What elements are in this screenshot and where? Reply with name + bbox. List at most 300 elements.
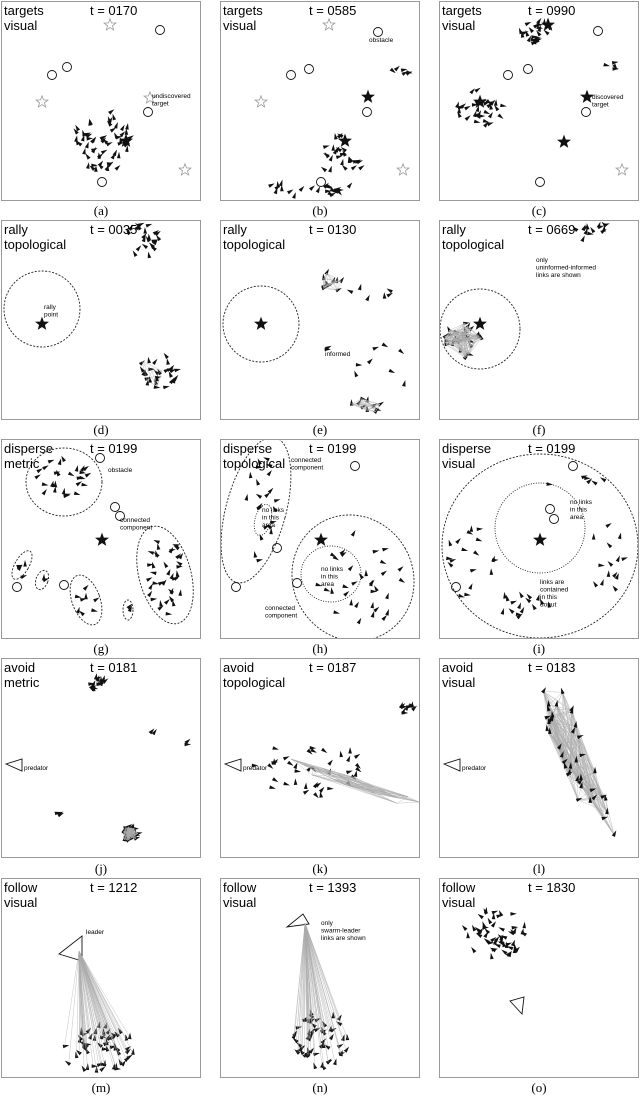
obstacle-circle-icon — [156, 26, 165, 35]
panel-a — [1, 1, 201, 201]
boundary-ring — [4, 271, 80, 347]
agent-arrow-icon — [478, 914, 484, 919]
agent-arrow-icon — [79, 611, 85, 617]
predator-triangle-icon — [225, 759, 241, 771]
agent-arrow-icon — [370, 602, 374, 609]
annotation-text: rally point — [44, 304, 58, 319]
obstacle-circle-icon — [293, 579, 302, 588]
panel-time-label: t = 1830 — [528, 880, 575, 895]
annotation-text: undiscovered target — [152, 93, 191, 108]
agent-arrow-icon — [276, 181, 280, 188]
agent-arrow-icon — [61, 456, 66, 463]
agent-arrow-icon — [148, 551, 155, 555]
agent-arrow-icon — [618, 533, 622, 540]
agent-arrow-icon — [84, 593, 88, 600]
link-line — [79, 951, 106, 1027]
agent-arrow-icon — [490, 568, 494, 575]
annotation-text: discovered target — [592, 94, 624, 109]
agent-arrow-icon — [82, 148, 86, 155]
agent-arrow-icon — [157, 543, 161, 550]
agent-arrow-icon — [469, 88, 475, 94]
panel-b — [220, 1, 420, 201]
target-star-icon — [255, 318, 267, 329]
agent-arrow-icon — [294, 778, 298, 785]
agent-arrow-icon — [151, 598, 158, 602]
panel-mode-label: disperse topological — [223, 441, 285, 471]
agent-arrow-icon — [494, 105, 499, 111]
agent-arrow-icon — [543, 18, 547, 25]
agent-arrow-icon — [20, 575, 27, 579]
panel-time-label: t = 0199 — [309, 441, 356, 456]
agent-arrow-icon — [328, 166, 332, 173]
panel-mode-label: disperse metric — [4, 441, 53, 471]
panel-caption: (m) — [1, 1080, 201, 1096]
agent-arrow-icon — [148, 252, 152, 259]
agent-arrow-icon — [164, 562, 169, 569]
agent-arrow-icon — [607, 542, 613, 548]
agent-arrow-icon — [95, 1066, 99, 1073]
agent-arrow-icon — [272, 777, 279, 782]
annotation-text: no links in this area — [570, 499, 593, 521]
obstacle-circle-icon — [363, 108, 372, 117]
agent-arrow-icon — [591, 480, 597, 485]
obstacle-circle-icon — [13, 583, 22, 592]
panel-mode-label: avoid metric — [4, 660, 39, 690]
target-star-icon — [96, 534, 108, 545]
agent-arrow-icon — [580, 235, 584, 242]
agent-arrow-icon — [349, 599, 353, 606]
agent-arrow-icon — [527, 36, 531, 43]
agent-arrow-icon — [274, 499, 281, 503]
agent-arrow-icon — [365, 295, 370, 302]
agent-arrow-icon — [373, 550, 380, 554]
target-star-icon — [397, 164, 409, 175]
agent-arrow-icon — [172, 600, 176, 607]
agent-arrow-icon — [166, 358, 170, 365]
annotation-text: connected component — [265, 605, 297, 620]
agent-arrow-icon — [279, 180, 283, 187]
agent-arrow-icon — [394, 66, 400, 72]
panel-caption: (g) — [1, 641, 201, 657]
agent-arrow-icon — [468, 583, 472, 590]
obstacle-circle-icon — [305, 65, 314, 74]
agent-arrow-icon — [512, 926, 519, 930]
agent-arrow-icon — [385, 593, 389, 600]
agent-arrow-icon — [519, 592, 524, 599]
agent-arrow-icon — [359, 573, 364, 579]
agent-arrow-icon — [346, 771, 353, 775]
agent-arrow-icon — [358, 284, 362, 291]
agent-arrow-icon — [608, 561, 614, 567]
obstacle-circle-icon — [504, 71, 513, 80]
agent-arrow-icon — [351, 581, 358, 586]
panel-time-label: t = 1212 — [90, 880, 137, 895]
agent-arrow-icon — [491, 556, 495, 563]
link-line — [549, 705, 603, 797]
link-line — [397, 802, 419, 803]
agent-arrow-icon — [269, 785, 276, 789]
agent-arrow-icon — [333, 610, 340, 614]
target-star-icon — [362, 91, 374, 102]
agent-arrow-icon — [517, 602, 521, 609]
panel-time-label: t = 0187 — [309, 660, 356, 675]
agent-arrow-icon — [113, 150, 118, 157]
agent-arrow-icon — [380, 560, 387, 564]
panel-caption: (i) — [439, 641, 639, 657]
agent-arrow-icon — [381, 615, 387, 621]
annotation-text: leader — [86, 929, 105, 936]
agent-arrow-icon — [477, 528, 484, 532]
agent-arrow-icon — [176, 565, 183, 569]
predator-triangle-icon — [444, 759, 460, 771]
target-star-icon — [36, 96, 48, 107]
agent-arrow-icon — [354, 754, 360, 759]
agent-arrow-icon — [510, 601, 517, 605]
panel-f — [439, 220, 639, 420]
panel-caption: (c) — [439, 203, 639, 219]
agent-arrow-icon — [529, 27, 535, 33]
agent-arrow-icon — [336, 156, 343, 160]
agent-arrow-icon — [85, 142, 89, 149]
agent-arrow-icon — [526, 30, 530, 37]
agent-arrow-icon — [621, 557, 628, 561]
agent-arrow-icon — [356, 363, 363, 367]
agent-arrow-icon — [474, 88, 480, 93]
agent-arrow-icon — [150, 572, 157, 576]
panel-mode-label: follow visual — [442, 880, 475, 910]
agent-arrow-icon — [83, 585, 89, 591]
agent-arrow-icon — [331, 144, 335, 151]
panel-n — [220, 878, 420, 1078]
annotation-text: no links in this area — [262, 507, 285, 529]
agent-arrow-icon — [385, 609, 389, 616]
annotation-text: obstacle — [108, 467, 133, 474]
agent-arrow-icon — [561, 688, 565, 695]
agent-arrow-icon — [335, 288, 342, 292]
obstacle-circle-icon — [582, 108, 591, 117]
boundary-ring — [123, 600, 133, 620]
agent-arrow-icon — [146, 577, 153, 582]
agent-arrow-icon — [155, 550, 159, 557]
panel-mode-label: avoid visual — [442, 660, 475, 690]
panel-mode-label: targets visual — [442, 3, 482, 33]
agent-arrow-icon — [115, 165, 121, 171]
panel-time-label: t = 0199 — [528, 441, 575, 456]
agent-arrow-icon — [470, 569, 477, 573]
agent-arrow-icon — [508, 931, 515, 935]
agent-arrow-icon — [402, 380, 406, 387]
agent-arrow-icon — [455, 538, 461, 544]
agent-arrow-icon — [42, 489, 47, 495]
agent-arrow-icon — [152, 581, 159, 585]
agent-arrow-icon — [372, 347, 379, 351]
agent-arrow-icon — [607, 570, 611, 577]
target-star-icon — [534, 534, 546, 545]
agent-arrow-icon — [326, 184, 333, 188]
panel-caption: (o) — [439, 1080, 639, 1096]
panel-time-label: t = 0181 — [90, 660, 137, 675]
agent-arrow-icon — [371, 611, 375, 618]
agent-arrow-icon — [347, 290, 354, 294]
agent-arrow-icon — [76, 481, 82, 486]
agent-arrow-icon — [346, 756, 350, 763]
agent-arrow-icon — [268, 183, 275, 188]
agent-arrow-icon — [120, 125, 125, 132]
agent-arrow-icon — [299, 186, 305, 192]
agent-arrow-icon — [603, 63, 610, 67]
agent-arrow-icon — [321, 748, 327, 753]
agent-arrow-icon — [304, 783, 308, 790]
agent-arrow-icon — [354, 371, 358, 378]
agent-arrow-icon — [544, 30, 550, 36]
agent-arrow-icon — [310, 746, 317, 750]
target-star-icon — [616, 164, 628, 175]
annotation-text: predator — [462, 765, 487, 772]
agent-arrow-icon — [245, 494, 249, 501]
agent-arrow-icon — [80, 598, 87, 602]
leader-triangle-icon — [510, 997, 524, 1014]
panel-o — [439, 878, 639, 1078]
panel-caption: (h) — [220, 641, 420, 657]
annotation-text: predator — [243, 765, 268, 772]
panel-i — [439, 439, 639, 639]
agent-arrow-icon — [364, 570, 368, 577]
agent-arrow-icon — [348, 565, 354, 571]
agent-arrow-icon — [101, 150, 108, 155]
panel-k — [220, 658, 420, 858]
panel-mode-label: disperse visual — [442, 441, 491, 471]
agent-arrow-icon — [146, 224, 153, 228]
panel-mode-label: rally topological — [223, 222, 285, 252]
panel-caption: (k) — [220, 861, 420, 877]
agent-arrow-icon — [34, 474, 41, 479]
panel-mode-label: rally topological — [4, 222, 66, 252]
agent-arrow-icon — [357, 618, 362, 625]
agent-arrow-icon — [465, 115, 471, 121]
target-star-icon — [323, 19, 335, 30]
agent-arrow-icon — [185, 743, 192, 747]
annotation-text: no links in this area — [321, 566, 344, 588]
panel-caption: (f) — [439, 422, 639, 438]
agent-arrow-icon — [337, 1014, 342, 1021]
agent-arrow-icon — [476, 538, 483, 542]
agent-arrow-icon — [358, 165, 364, 170]
agent-arrow-icon — [256, 559, 263, 563]
agent-arrow-icon — [63, 495, 70, 499]
agent-arrow-icon — [466, 932, 470, 939]
panel-c — [439, 1, 639, 201]
agent-arrow-icon — [455, 102, 459, 109]
agent-arrow-icon — [592, 533, 596, 540]
predator-triangle-icon — [6, 759, 22, 771]
agent-arrow-icon — [613, 586, 619, 592]
agent-arrow-icon — [91, 164, 98, 168]
panel-time-label: t = 0035 — [90, 222, 137, 237]
agent-arrow-icon — [148, 583, 153, 590]
agent-arrow-icon — [178, 589, 182, 596]
agent-arrow-icon — [447, 562, 453, 568]
obstacle-circle-icon — [569, 462, 578, 471]
panel-time-label: t = 0669 — [528, 222, 575, 237]
agent-arrow-icon — [58, 458, 62, 465]
agent-arrow-icon — [605, 523, 611, 528]
agent-arrow-icon — [23, 560, 27, 567]
agent-arrow-icon — [490, 953, 494, 960]
agent-arrow-icon — [108, 109, 114, 114]
agent-arrow-icon — [81, 483, 88, 487]
obstacle-circle-icon — [144, 108, 153, 117]
target-star-icon — [104, 19, 116, 30]
agent-arrow-icon — [142, 244, 148, 249]
panel-time-label: t = 0130 — [309, 222, 356, 237]
panel-caption: (j) — [1, 861, 201, 877]
agent-arrow-icon — [63, 1045, 70, 1049]
annotation-text: only swarm-leader links are shown — [321, 920, 366, 942]
agent-arrow-icon — [92, 1064, 99, 1068]
agent-arrow-icon — [340, 751, 344, 758]
agent-arrow-icon — [169, 596, 174, 602]
agent-arrow-icon — [510, 912, 517, 916]
panel-caption: (n) — [220, 1080, 420, 1096]
panel-mode-label: avoid topological — [223, 660, 285, 690]
agent-arrow-icon — [354, 602, 359, 609]
obstacle-circle-icon — [60, 581, 69, 590]
agent-arrow-icon — [616, 555, 620, 562]
panel-time-label: t = 0199 — [90, 441, 137, 456]
obstacle-circle-icon — [524, 65, 533, 74]
agent-arrow-icon — [287, 761, 293, 766]
agent-arrow-icon — [128, 1033, 132, 1040]
agent-arrow-icon — [343, 591, 349, 597]
agent-arrow-icon — [344, 1047, 349, 1053]
agent-arrow-icon — [598, 563, 605, 567]
agent-arrow-icon — [321, 167, 327, 173]
agent-arrow-icon — [76, 607, 80, 614]
agent-arrow-icon — [590, 227, 595, 233]
agent-arrow-icon — [148, 357, 152, 364]
agent-arrow-icon — [164, 599, 170, 605]
agent-arrow-icon — [342, 584, 349, 588]
annotation-text: links are contained in this donut — [540, 579, 569, 609]
agent-arrow-icon — [347, 182, 353, 188]
agent-arrow-icon — [449, 559, 456, 563]
panel-mode-label: targets visual — [4, 3, 44, 33]
agent-arrow-icon — [75, 465, 79, 472]
panel-time-label: t = 0183 — [528, 660, 575, 675]
agent-arrow-icon — [473, 550, 479, 555]
agent-arrow-icon — [348, 747, 352, 754]
agent-arrow-icon — [354, 770, 358, 777]
obstacle-circle-icon — [111, 503, 120, 512]
agent-arrow-icon — [483, 119, 490, 123]
obstacle-circle-icon — [536, 178, 545, 187]
agent-arrow-icon — [461, 548, 468, 552]
panel-e — [220, 220, 420, 420]
agent-arrow-icon — [324, 588, 331, 592]
agent-arrow-icon — [256, 494, 262, 499]
agent-arrow-icon — [117, 152, 121, 159]
obstacle-circle-icon — [374, 28, 383, 37]
agent-arrow-icon — [176, 570, 180, 577]
agent-arrow-icon — [264, 492, 270, 498]
target-star-icon — [179, 164, 191, 175]
agent-arrow-icon — [525, 22, 532, 26]
panel-d — [1, 220, 201, 420]
annotation-text: connected component — [291, 457, 323, 472]
agent-arrow-icon — [323, 146, 330, 150]
agent-arrow-icon — [497, 114, 503, 120]
obstacle-circle-icon — [63, 63, 72, 72]
agent-arrow-icon — [85, 153, 90, 159]
agent-arrow-icon — [249, 472, 253, 479]
agent-arrow-icon — [386, 293, 393, 298]
agent-arrow-icon — [42, 482, 49, 486]
panel-time-label: t = 0990 — [528, 3, 575, 18]
agent-arrow-icon — [470, 525, 474, 532]
agent-arrow-icon — [399, 578, 405, 583]
panel-caption: (b) — [220, 203, 420, 219]
agent-arrow-icon — [488, 918, 493, 925]
annotation-text: connected component — [120, 517, 152, 532]
agent-arrow-icon — [89, 119, 93, 126]
agent-arrow-icon — [471, 947, 476, 953]
agent-arrow-icon — [42, 574, 46, 581]
agent-arrow-icon — [65, 1061, 71, 1066]
agent-arrow-icon — [600, 579, 604, 586]
agent-arrow-icon — [113, 114, 117, 121]
link-line — [543, 691, 605, 799]
boundary-ring — [495, 483, 585, 573]
panel-mode-label: follow visual — [4, 880, 37, 910]
link-line — [543, 691, 562, 692]
panel-mode-label: targets visual — [223, 3, 263, 33]
agent-arrow-icon — [369, 580, 373, 587]
agent-arrow-icon — [166, 612, 173, 616]
boundary-ring — [440, 289, 520, 369]
agent-arrow-icon — [327, 787, 334, 791]
target-star-icon — [255, 96, 267, 107]
agent-arrow-icon — [449, 540, 453, 547]
agent-arrow-icon — [292, 192, 296, 199]
agent-arrow-icon — [309, 185, 315, 191]
agent-arrow-icon — [153, 540, 160, 544]
agent-arrow-icon — [498, 927, 505, 932]
panel-time-label: t = 0585 — [309, 3, 356, 18]
agent-arrow-icon — [464, 106, 471, 111]
agent-arrow-icon — [283, 756, 290, 760]
agent-arrow-icon — [373, 607, 379, 613]
agent-arrow-icon — [174, 369, 181, 373]
agent-arrow-icon — [382, 548, 389, 552]
agent-arrow-icon — [164, 353, 169, 359]
agent-arrow-icon — [110, 128, 116, 133]
agent-arrow-icon — [166, 569, 170, 576]
agent-arrow-icon — [303, 790, 310, 795]
obstacle-circle-icon — [351, 462, 360, 471]
panel-g — [1, 439, 201, 639]
obstacle-circle-icon — [546, 505, 555, 514]
agent-arrow-icon — [256, 479, 260, 486]
agent-arrow-icon — [163, 386, 170, 390]
agent-arrow-icon — [280, 185, 284, 192]
agent-arrow-icon — [74, 491, 81, 495]
agent-arrow-icon — [294, 769, 301, 773]
agent-arrow-icon — [136, 245, 142, 251]
agent-arrow-icon — [50, 481, 53, 488]
link-line — [327, 273, 334, 281]
agent-arrow-icon — [316, 186, 320, 193]
boundary-ring — [127, 520, 200, 630]
